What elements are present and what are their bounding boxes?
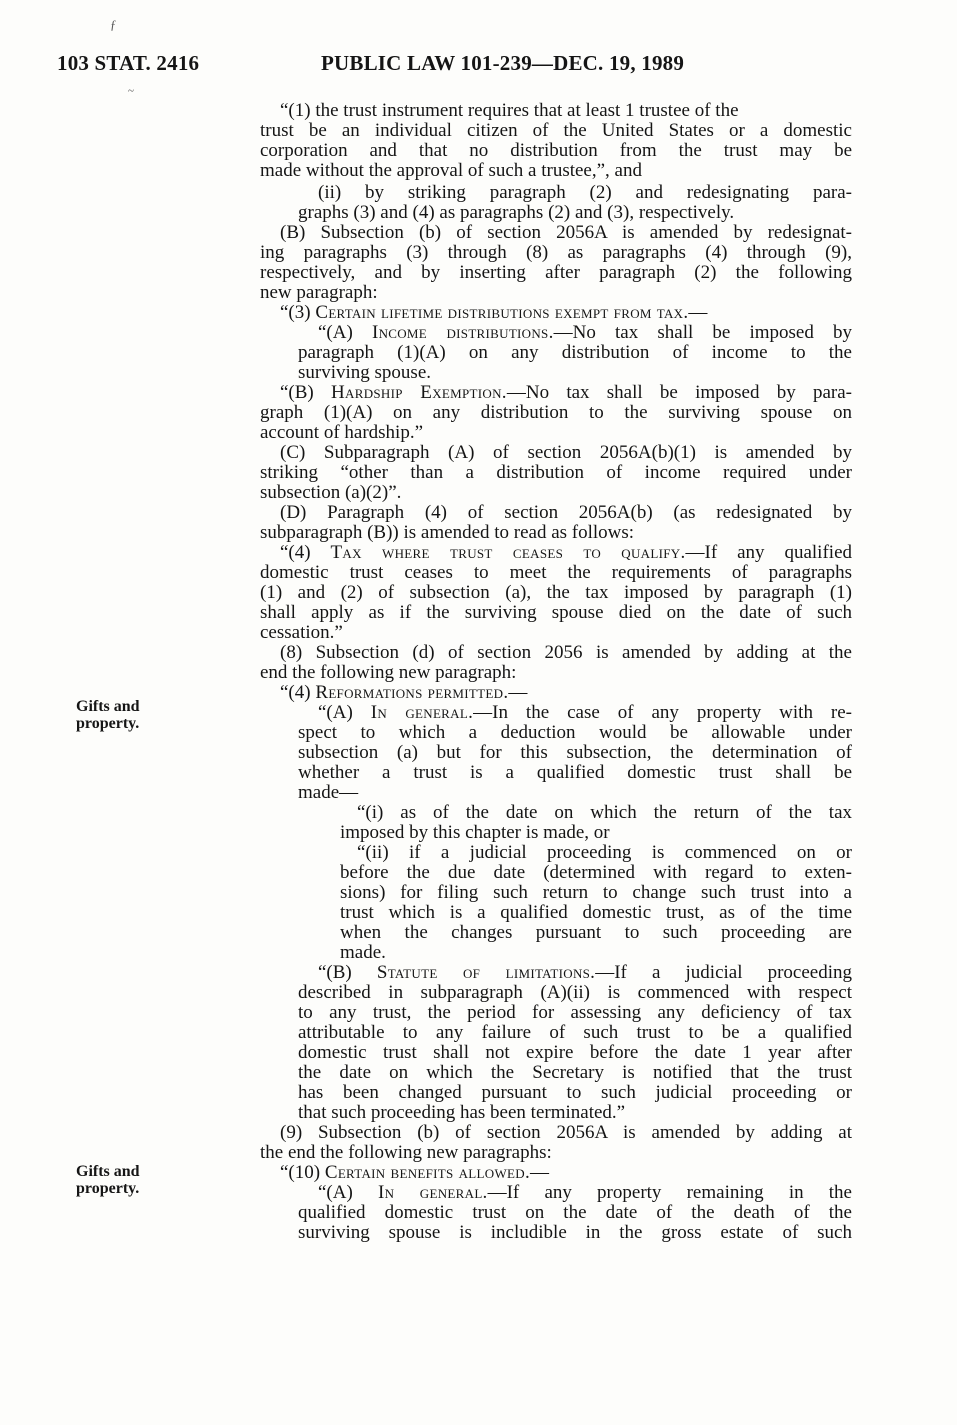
text-run: —No tax shall be imposed by para- <box>506 382 852 403</box>
text-line <box>318 963 852 983</box>
text-line: (1) and (2) of subsection (a), the tax imposed by paragraph (1) <box>260 582 852 603</box>
paragraph-heading <box>280 303 852 323</box>
scan-mark: ƒ <box>110 17 117 32</box>
small-caps-heading: In general. <box>378 1182 488 1203</box>
text-line: shall apply as if the surviving spouse died on the date of such <box>260 602 852 623</box>
text-line: qualified domestic trust on the date of the death of the <box>298 1202 852 1223</box>
text-line <box>318 323 852 343</box>
text-run: —No tax shall be imposed by <box>553 322 852 343</box>
text-line: attributable to any failure of such trust to be a qualified <box>298 1022 852 1043</box>
text-line: trust which is a qualified domestic trust, as of the time <box>340 902 852 923</box>
small-caps-heading: Certain lifetime distributions exempt from tax. <box>315 302 689 323</box>
text-line: subsection (a) but for this subsection, the determination of <box>298 742 852 763</box>
text-run: “(A) <box>318 1182 378 1203</box>
text-run: “(10) <box>280 1162 325 1183</box>
text-line: “(i) as of the date on which the return of the tax <box>357 802 852 823</box>
text-line: spect to which a deduction would be allowable under <box>298 722 852 743</box>
text-line: (D) Paragraph (4) of section 2056A(b) (as redesignated by <box>280 502 852 523</box>
text-run: — <box>530 1162 550 1183</box>
margin-note-line: property. <box>76 1180 140 1197</box>
text-line: that such proceeding has been terminated.” <box>298 1102 626 1123</box>
text-line: (C) Subparagraph (A) of section 2056A(b)(1) is amended by <box>280 442 852 463</box>
running-header: PUBLIC LAW 101-239—DEC. 19, 1989 <box>321 51 685 75</box>
text-line: made— <box>298 782 359 803</box>
margin-note-line: Gifts and <box>76 1163 140 1180</box>
text-run: “(A) <box>318 322 372 343</box>
text-line: has been changed pursuant to such judicial proceeding or <box>298 1082 852 1103</box>
text-line <box>318 703 852 723</box>
text-line: surviving spouse. <box>298 362 431 383</box>
text-line: domestic trust ceases to meet the requirements of paragraphs <box>260 562 852 583</box>
text-line: respectively, and by inserting after paragraph (2) the following <box>260 262 852 283</box>
text-line <box>318 1183 852 1203</box>
text-run: “(A) <box>318 702 371 723</box>
text-run: “(4) <box>280 682 316 703</box>
text-line: whether a trust is a qualified domestic trust shall be <box>298 762 852 783</box>
small-caps-heading: Certain benefits allowed. <box>324 1162 531 1183</box>
text-line: “(1) the trust instrument requires that at least 1 trustee of the <box>280 100 739 121</box>
text-line: subparagraph (B)) is amended to read as follows: <box>260 522 635 543</box>
small-caps-heading: Tax where trust ceases to qualify. <box>330 542 686 563</box>
text-line: subsection (a)(2)”. <box>260 482 402 503</box>
text-line: when the changes pursuant to such proceeding are <box>340 922 852 943</box>
small-caps-heading: In general. <box>370 702 474 723</box>
text-run: “(B) <box>280 382 332 403</box>
text-run: —If a judicial proceeding <box>595 962 852 983</box>
text-line: made without the approval of such a trustee,”, and <box>260 160 642 181</box>
text-line: corporation and that no distribution from the trust may be <box>260 140 852 161</box>
text-line: to any trust, the period for assessing any deficiency of tax <box>298 1002 852 1023</box>
text-line: (8) Subsection (d) of section 2056 is amended by adding at the <box>280 642 852 663</box>
small-caps-heading: Hardship Exemption. <box>331 382 507 403</box>
text-run: —If any property remaining in the <box>487 1182 852 1203</box>
text-run: “(B) <box>318 962 377 983</box>
margin-note <box>76 1163 140 1197</box>
scan-mark: ~ <box>128 85 134 97</box>
statute-page-number: 103 STAT. 2416 <box>57 51 200 75</box>
text-run: —If any qualified <box>685 542 852 563</box>
text-line: graphs (3) and (4) as paragraphs (2) and (3), respectively. <box>298 202 735 223</box>
text-line: described in subparagraph (A)(ii) is commenced with respect <box>298 982 852 1003</box>
text-line <box>280 543 852 563</box>
text-line: ing paragraphs (3) through (8) as paragraphs (4) through (9), <box>260 242 852 263</box>
text-line: imposed by this chapter is made, or <box>340 822 610 843</box>
text-line: the end the following new paragraphs: <box>260 1142 552 1163</box>
text-line: sions) for filing such return to change such trust into a <box>340 882 852 903</box>
paragraph-heading <box>280 683 852 703</box>
text-run: — <box>508 682 528 703</box>
text-line: new paragraph: <box>260 282 378 303</box>
text-line: (ii) by striking paragraph (2) and redesignating para- <box>318 182 852 203</box>
text-line: before the due date (determined with regard to exten- <box>340 862 852 883</box>
text-line: striking “other than a distribution of income required under <box>260 462 852 483</box>
text-line <box>280 383 852 403</box>
text-line: surviving spouse is includible in the gross estate of such <box>298 1222 852 1243</box>
small-caps-heading: Statute of limitations. <box>376 962 596 983</box>
text-line: domestic trust shall not expire before the date 1 year after <box>298 1042 852 1063</box>
margin-note <box>76 698 140 732</box>
text-run: —In the case of any property with re- <box>473 702 852 723</box>
text-line: end the following new paragraph: <box>260 662 517 683</box>
small-caps-heading: Reformations permitted. <box>315 682 509 703</box>
paragraph-heading <box>280 1163 852 1183</box>
text-run: “(3) <box>280 302 316 323</box>
text-line: (9) Subsection (b) of section 2056A is amended by adding at <box>280 1122 852 1143</box>
text-run: — <box>688 302 708 323</box>
text-line: trust be an individual citizen of the United States or a domestic <box>260 120 852 141</box>
text-run: “(4) <box>280 542 331 563</box>
text-line: (B) Subsection (b) of section 2056A is amended by redesignat- <box>280 222 852 243</box>
margin-note-line: property. <box>76 715 140 732</box>
text-line: the date on which the Secretary is notified that the trust <box>298 1062 852 1083</box>
text-line: cessation.” <box>260 622 343 643</box>
text-line: “(ii) if a judicial proceeding is commenced on or <box>357 842 852 863</box>
text-line: account of hardship.” <box>260 422 424 443</box>
margin-note-line: Gifts and <box>76 698 140 715</box>
text-line: graph (1)(A) on any distribution to the surviving spouse on <box>260 402 852 423</box>
text-line: made. <box>340 942 386 963</box>
text-line: paragraph (1)(A) on any distribution of income to the <box>298 342 852 363</box>
small-caps-heading: Income distributions. <box>371 322 554 343</box>
